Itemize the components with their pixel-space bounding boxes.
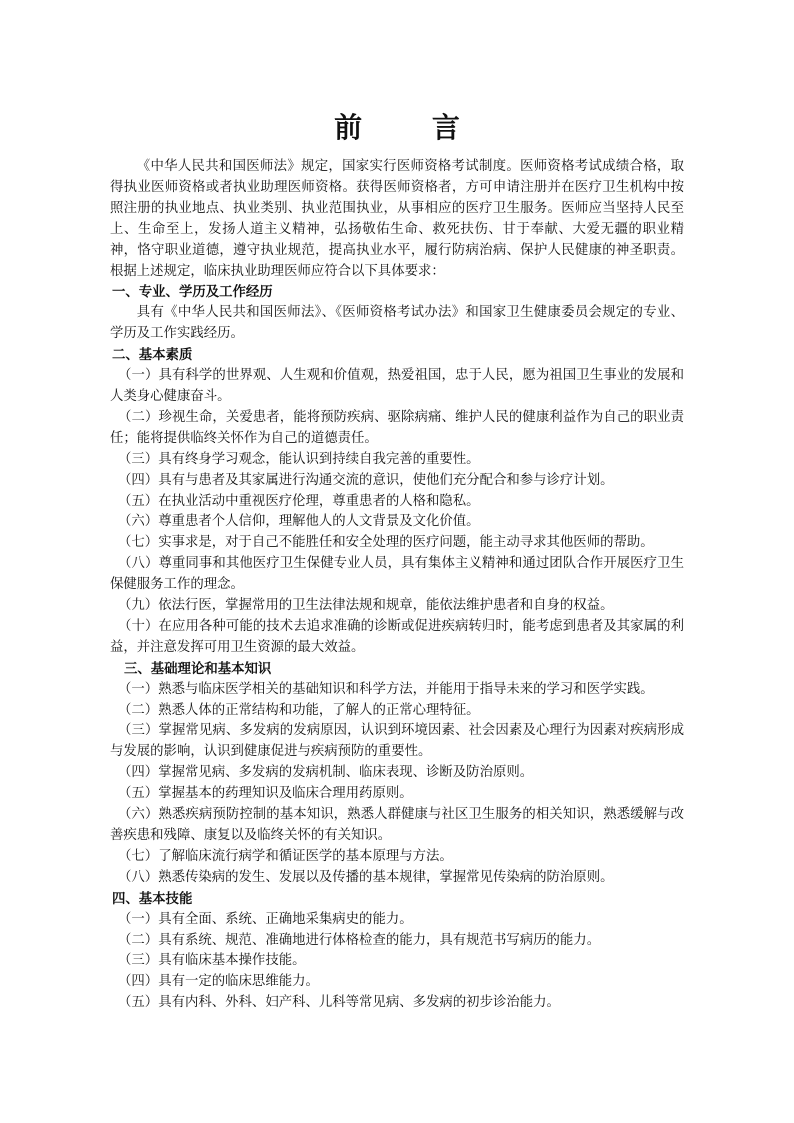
list-item: （二）珍视生命，关爱患者，能将预防疾病、驱除病痛、维护人民的健康利益作为自己的职业责任；能将提供临终关怀作为自己的道德责任。 <box>110 409 684 446</box>
list-item: （四）具有一定的临床思维能力。 <box>118 974 319 990</box>
list-item: （二）熟悉人体的正常结构和功能，了解人的正常心理特征。 <box>118 702 480 718</box>
section-heading: 二、基本素质 <box>112 347 193 364</box>
list-item: （五）具有内科、外科、妇产科、儿科等常见病、多发病的初步诊治能力。 <box>118 995 560 1011</box>
list-item: （七）了解临床流行病学和循证医学的基本原理与方法。 <box>118 848 453 864</box>
list-item: （四）掌握常见病、多发病的发病机制、临床表现、诊断及防治原则。 <box>118 765 534 781</box>
list-item: （八）熟悉传染病的发生、发展以及传播的基本规律，掌握常见传染病的防治原则。 <box>118 869 614 885</box>
list-item: （七）实事求是，对于自己不能胜任和安全处理的医疗问题，能主动寻求其他医师的帮助。 <box>118 535 654 551</box>
document-body <box>110 157 684 1014</box>
section-heading: 一、专业、学历及工作经历 <box>112 284 273 301</box>
list-item: （一）熟悉与临床医学相关的基础知识和科学方法，并能用于指导未来的学习和医学实践。 <box>118 681 654 697</box>
section-paragraph: 具有《中华人民共和国医师法》、《医师资格考试办法》和国家卫生健康委员会规定的专业、学历及工作实践经历。 <box>110 305 684 342</box>
list-item: （十）在应用各种可能的技术去追求准确的诊断或促进疾病转归时，能考虑到患者及其家属的利益，并注意发挥可用卫生资源的最大效益。 <box>110 618 684 655</box>
list-item: （六）熟悉疾病预防控制的基本知识，熟悉人群健康与社区卫生服务的相关知识，熟悉缓解与改善疾患和残障、康复以及临终关怀的有关知识。 <box>110 807 684 843</box>
list-item: （一）具有科学的世界观、人生观和价值观，热爱祖国，忠于人民，愿为祖国卫生事业的发展和人类身心健康奋斗。 <box>110 368 684 404</box>
section-heading: 三、基础理论和基本知识 <box>124 660 272 677</box>
list-item: （六）尊重患者个人信仰，理解他人的人文背景及文化价值。 <box>118 514 480 530</box>
list-item: （九）依法行医，掌握常用的卫生法律法规和规章，能依法维护患者和自身的权益。 <box>118 598 614 614</box>
list-item: （四）具有与患者及其家属进行沟通交流的意识，使他们充分配合和参与诊疗计划。 <box>118 472 614 488</box>
list-item: （一）具有全面、系统、正确地采集病史的能力。 <box>118 911 413 927</box>
page-title: 前 言 <box>334 111 490 144</box>
list-item: （五）掌握基本的药理知识及临床合理用药原则。 <box>118 786 413 802</box>
list-item: （五）在执业活动中重视医疗伦理，尊重患者的人格和隐私。 <box>118 493 480 509</box>
list-item: （二）具有系统、规范、准确地进行体格检查的能力，具有规范书写病历的能力。 <box>118 932 601 948</box>
intro-paragraph: 《中华人民共和国医师法》规定，国家实行医师资格考试制度。医师资格考试成绩合格，取得执业医师资格或者执业助理医师资格。获得医师资格者，方可申请注册并在医疗卫生机构中按照注册的执业地点、执业类别、执业范围执业，从事相应的医疗卫生服务。医师应当坚持人民至上、生命至上，发扬人道主义精神，弘扬敬佑生命、救死扶伤、甘于奉献、大爱无疆的职业精神，恪守职业道德，遵守执业规范，提高执业水平，履行防病治病、保护人民健康的神圣职责。根据上述规定，临床执业助理医师应符合以下具体要求： <box>110 159 684 279</box>
list-item: （三）具有终身学习观念，能认识到持续自我完善的重要性。 <box>118 451 480 467</box>
list-item: （三）掌握常见病、多发病的发病原因，认识到环境因素、社会因素及心理行为因素对疾病形成与发展的影响，认识到健康促进与疾病预防的重要性。 <box>110 723 684 760</box>
section-heading: 四、基本技能 <box>112 890 193 907</box>
list-item: （三）具有临床基本操作技能。 <box>118 953 306 969</box>
list-item: （八）尊重同事和其他医疗卫生保健专业人员，具有集体主义精神和通过团队合作开展医疗卫生保健服务工作的理念。 <box>110 556 684 593</box>
